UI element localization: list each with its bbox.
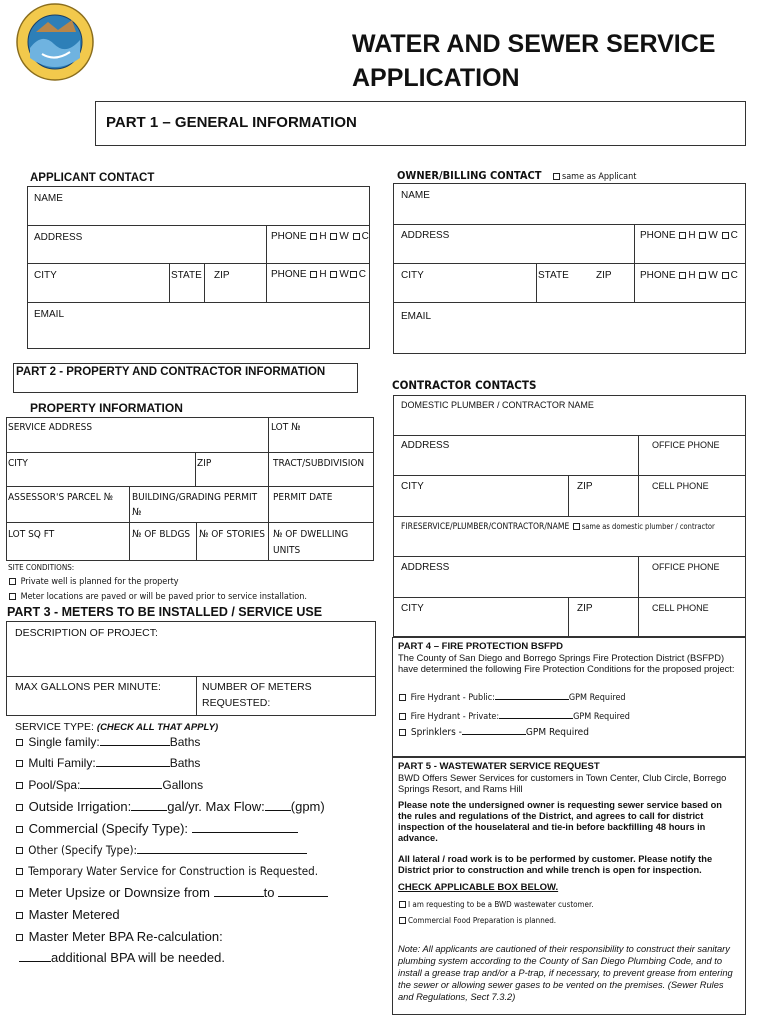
- num-meters-label-1: NUMBER OF METERS: [202, 681, 312, 693]
- fire-city-label: CITY: [401, 603, 424, 614]
- hydrant-public-option[interactable]: Fire Hydrant - Public: GPM Required: [398, 690, 626, 703]
- units-label-1: № OF DWELLING: [273, 529, 349, 540]
- apn-label: ASSESSOR'S PARCEL №: [8, 492, 113, 503]
- owner-email-label: EMAIL: [401, 311, 432, 322]
- service-type-label: SERVICE TYPE: (CHECK ALL THAT APPLY): [15, 721, 219, 733]
- num-meters-label-2: REQUESTED:: [202, 697, 271, 709]
- property-heading: PROPERTY INFORMATION: [30, 401, 183, 415]
- part1-title: PART 1 – GENERAL INFORMATION: [106, 114, 357, 131]
- part5-caution-note: Note: All applicants are cautioned of their responsibility to construct their sanitary plumbing system according to the County of San Diego Plumbing Code, and to install a grease trap and/or a P-trap, if necessary, to prevent grease from entering the sewer or allowing sewer gases to be vented on the premises. (Sewer Rules and Regulations, Sect 7.3.2): [398, 944, 733, 1002]
- form-title-line1: WATER AND SEWER SERVICE: [352, 30, 716, 58]
- meter-upsize-option[interactable]: Meter Upsize or Downsize from to: [15, 885, 328, 900]
- commercial-option[interactable]: Commercial (Specify Type):: [15, 821, 298, 836]
- hydrant-private-option[interactable]: Fire Hydrant - Private: GPM Required: [398, 709, 630, 722]
- part5-intro: BWD Offers Sewer Services for customers in Town Center, Club Circle, Borrego Springs Resort, and Rams Hill: [398, 773, 727, 794]
- max-gpm-label: MAX GALLONS PER MINUTE:: [15, 681, 161, 693]
- part3-title: PART 3 - METERS TO BE INSTALLED / SERVICE USE: [7, 605, 323, 619]
- outside-irrigation-option[interactable]: Outside Irrigation: gal/yr. Max Flow: (gpm): [15, 799, 325, 814]
- applicant-city-label: CITY: [34, 270, 57, 281]
- tract-label: TRACT/SUBDIVISION: [273, 458, 365, 469]
- applicant-zip-label: ZIP: [214, 270, 230, 281]
- units-label-2: UNITS: [273, 545, 301, 556]
- owner-name-label: NAME: [401, 190, 430, 201]
- property-zip-label: ZIP: [197, 458, 212, 469]
- applicant-name-field[interactable]: [28, 205, 368, 224]
- applicant-state-label: STATE: [171, 270, 202, 281]
- pool-spa-option[interactable]: Pool/Spa: Gallons: [15, 778, 203, 792]
- owner-zip-label: ZIP: [596, 270, 612, 281]
- permit-date-label: PERMIT DATE: [273, 492, 333, 503]
- stories-label: № OF STORIES: [199, 529, 265, 540]
- site-condition-paved[interactable]: Meter locations are paved or will be paved prior to service installation.: [8, 592, 307, 602]
- applicant-name-label: NAME: [34, 193, 63, 204]
- permit-label-2: №: [132, 507, 142, 518]
- fire-cell-phone-label: CELL PHONE: [652, 603, 709, 613]
- applicant-address-label: ADDRESS: [34, 232, 83, 243]
- part4-title: PART 4 – FIRE PROTECTION BSFPD: [398, 641, 564, 652]
- applicant-heading: APPLICANT CONTACT: [30, 172, 155, 184]
- single-family-option[interactable]: Single family: Baths: [15, 735, 200, 749]
- property-city-label: CITY: [8, 458, 28, 469]
- owner-phone1-label: PHONE H W C: [640, 230, 738, 241]
- commercial-food-option[interactable]: Commercial Food Preparation is planned.: [398, 916, 556, 925]
- plumber-name-label: DOMESTIC PLUMBER / CONTRACTOR NAME: [401, 400, 594, 410]
- service-address-label: SERVICE ADDRESS: [8, 422, 93, 433]
- owner-state-label: STATE: [538, 270, 569, 281]
- wastewater-customer-option[interactable]: I am requesting to be a BWD wastewater customer.: [398, 900, 594, 909]
- part4-body: The County of San Diego and Borrego Springs Fire Protection District (BSFPD) have determined the following Fire Protection Conditions for the proposed project:: [398, 653, 735, 674]
- site-conditions-label: SITE CONDITIONS:: [8, 563, 75, 572]
- applicant-phone1-label: PHONE H W C: [271, 231, 369, 242]
- applicant-email-label: EMAIL: [34, 309, 65, 320]
- fire-address-label: ADDRESS: [401, 562, 450, 573]
- project-description-label: DESCRIPTION OF PROJECT:: [15, 627, 158, 639]
- owner-city-label: CITY: [401, 270, 424, 281]
- master-bpa-option[interactable]: Master Meter BPA Re-calculation:: [15, 929, 223, 944]
- fire-contractor-label: FIRESERVICE/PLUMBER/CONTRACTOR/NAME same as domestic plumber / contractor: [401, 522, 715, 532]
- phone-type-checkbox[interactable]: [310, 233, 317, 240]
- check-applicable-label: CHECK APPLICABLE BOX BELOW.: [398, 882, 559, 893]
- bldgs-label: № OF BLDGS: [132, 529, 191, 540]
- contractor-heading: CONTRACTOR CONTACTS: [392, 378, 537, 392]
- contractor-office-phone-label: OFFICE PHONE: [652, 440, 720, 450]
- part2-title: PART 2 - PROPERTY AND CONTRACTOR INFORMATION: [16, 366, 326, 378]
- part5-title: PART 5 - WASTEWATER SERVICE REQUEST: [398, 761, 600, 772]
- contractor-cell-phone-label: CELL PHONE: [652, 481, 709, 491]
- contractor-zip-label: ZIP: [577, 481, 593, 492]
- form-title-line2: APPLICATION: [352, 64, 520, 92]
- multi-family-option[interactable]: Multi Family: Baths: [15, 756, 200, 770]
- sprinklers-option[interactable]: Sprinklers - GPM Required: [398, 725, 589, 738]
- master-metered-option[interactable]: Master Metered: [15, 907, 120, 922]
- owner-address-label: ADDRESS: [401, 230, 450, 241]
- other-option[interactable]: Other (Specify Type):: [15, 843, 307, 857]
- part5-inspection-note: Please note the undersigned owner is requesting sewer service based on the rules and regulations of the District, and agrees to call for district inspection of the houselateral and tie-in before backfilling 48 hours in advance.: [398, 800, 722, 843]
- contractor-address-label: ADDRESS: [401, 440, 450, 451]
- part5-lateral-note: All lateral / road work is to be performed by customer. Please notify the District prior to construction and while trench is open for inspection.: [398, 854, 713, 875]
- temporary-service-option[interactable]: Temporary Water Service for Construction is Requested.: [15, 864, 318, 878]
- district-logo: [14, 2, 96, 82]
- fire-office-phone-label: OFFICE PHONE: [652, 562, 720, 572]
- permit-label-1: BUILDING/GRADING PERMIT: [132, 492, 258, 503]
- site-condition-well[interactable]: Private well is planned for the property: [8, 577, 179, 587]
- fire-zip-label: ZIP: [577, 603, 593, 614]
- lot-number-label: LOT №: [271, 422, 301, 433]
- applicant-phone2-label: PHONE H W C: [271, 269, 367, 280]
- contractor-city-label: CITY: [401, 481, 424, 492]
- lot-sqft-label: LOT SQ FT: [8, 529, 55, 540]
- owner-heading: OWNER/BILLING CONTACT: [397, 169, 542, 182]
- owner-same-checkbox[interactable]: same as Applicant: [552, 172, 636, 182]
- owner-phone2-label: PHONE H W C: [640, 270, 738, 281]
- additional-bpa-field[interactable]: additional BPA will be needed.: [19, 950, 225, 965]
- owner-grid: [393, 183, 746, 354]
